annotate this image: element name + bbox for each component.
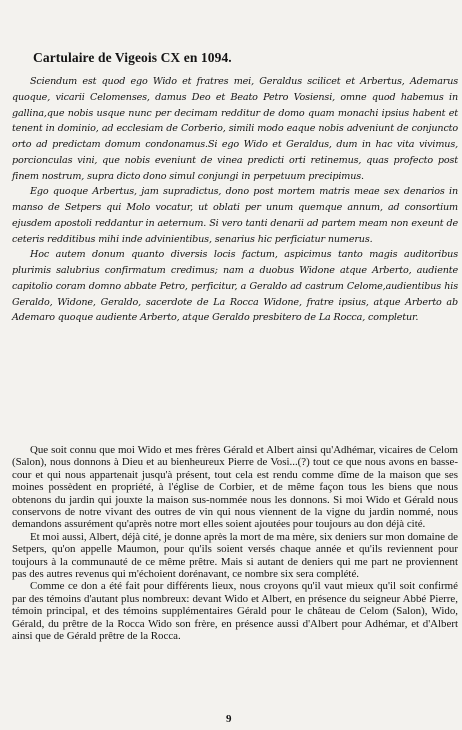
- latin-text-block: [12, 74, 458, 326]
- french-translation-block: [12, 444, 458, 643]
- french-paragraph: Comme ce don a été fait pour différents lieux, nous croyons qu'il vaut mieux qu'il soit confirmé par des témoins d'autant plus nombreux: devant Wido et Albert, en présence du seigneur Abbé Pierre, témoin principal, et des témoins supplémentaires Gérald pour le château de Celom (Salon), Wido, Gérald, du prêtre de la Rocca Wido son frère, en présence aussi d'Albert pour Adhémar, et d'Albert ainsi que de Gérald prêtre de la Rocca.: [12, 580, 458, 643]
- latin-paragraph: Ego quoque Arbertus, jam supradictus, dono post mortem matris meae sex denarios in manso de Setpers qui Molo vocatur, ut oblati per unum quemque annum, ad consortium ejusdem apostoli reddantur in aeternum. Si vero tanti denarii ad partem meam non exeunt de ceteris redditibus mihi inde advinientibus, senarius hic perficiatur numerus.: [12, 186, 458, 245]
- page-title: Cartulaire de Vigeois CX en 1094.: [33, 50, 232, 65]
- french-paragraph: Et moi aussi, Albert, déjà cité, je donne après la mort de ma mère, six deniers sur mon domaine de Setpers, qu'on appelle Maumon, pour qu'ils soient versés chaque année et qu'ils reviennent pour toujours à la communauté de ce même prêtre. Mais si autant de deniers qui me part ne proviennent pas des autres revenus qui m'échoient dorénavant, ce nombre six sera complété.: [12, 530, 458, 581]
- french-paragraph: Que soit connu que moi Wido et mes frères Gérald et Albert ainsi qu'Adhémar, vicaires de Celom (Salon), nous donnons à Dieu et au bienheureux Pierre de Vosi...(?) tout ce que nous avons en basse-cour et qui nous appartenait jusqu'à présent, tout cela est rendu comme dîme de la maison que ses moines possèdent en propriété, à l'église de Corbier, et de même façon tous les biens que nous obtenons du jardin qui jouxte la maison sus-nommée nous les donnons. Si moi Wido et Gérald nous conservons de notre vivant des outres de vin qui nous viennent de la vigne du jardin nommé, nous demandons assurément qu'après notre mort elles soient ajoutées pour toujours au don déjà cité.: [12, 444, 458, 531]
- latin-paragraph: Hoc autem donum quanto diversis locis factum, aspicimus tanto magis auditoribus plurimis salubrius confirmatum credimus; nam a duobus Widone atque Arberto, audiente capitolio coram domno abbate Petro, perficitur, a Geraldo ad castrum Celome,audientibus his Geraldo, Widone, Geraldo, sacerdote de La Rocca Widone, fratre ipsius, atque Arberto ab Ademaro quoque audiente Arberto, atque Geraldo presbitero de La Rocca, completur.: [12, 249, 458, 324]
- page-number: 9: [226, 713, 232, 725]
- latin-paragraph: Sciendum est quod ego Wido et fratres mei, Geraldus scilicet et Arbertus, Ademarus quoque, vicarii Celomenses, damus Deo et Beato Petro Vosiensi, omne quod habemus in gallina,que nobis usque nunc per decimam redditur de domo quam monachi ipsius habent et tenent in dominio, ad ecclesiam de Corberio, simili modo eaque nobis adveniunt de conjuncto orto ad predictam domum condonamus.Si ego Wido et Geraldus, dum in hac vita vivimus, porcionculas vini, que nobis eveniunt de vinea predicti orti retinemus, quas profecto post finem nostrum, supra dicto dono simul conjungi in perpetuum precipimus.: [12, 76, 458, 182]
